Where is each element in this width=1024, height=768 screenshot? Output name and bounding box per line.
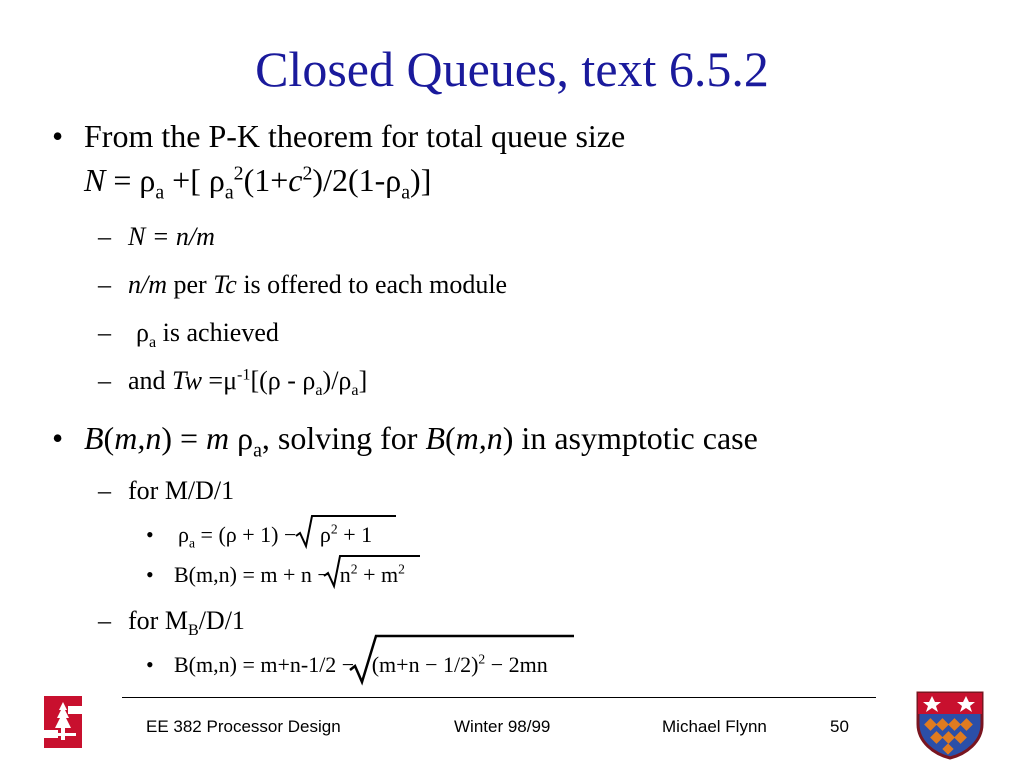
sqrt-mn-half-squared: $(m+n - 1/2)^2$ bbox=[360, 652, 486, 678]
bullet-2-text: B(m,n) = m $\rho_a$, solving for B(m,n) in asymptotic case bbox=[84, 420, 758, 462]
dash: – bbox=[98, 476, 111, 505]
dash: – bbox=[98, 270, 111, 299]
dash: – bbox=[98, 366, 111, 395]
bullet-dot: • bbox=[146, 652, 154, 677]
sqrt-rho2-plus-1: $\rho^2 + 1$ bbox=[302, 522, 372, 548]
bullet-dot: • bbox=[146, 562, 154, 587]
sqrt-n2-plus-m2: $n^2 + m^2$ bbox=[330, 562, 405, 588]
bullet-dot: • bbox=[52, 118, 64, 154]
footer-page-number: 50 bbox=[830, 717, 849, 736]
bullet-dot: • bbox=[52, 420, 64, 456]
crest-shield bbox=[914, 690, 986, 760]
slide-title: Closed Queues, text 6.5.2 bbox=[255, 41, 769, 97]
footer-author: Michael Flynn bbox=[662, 717, 767, 736]
bullet-1-text: From the P-K theorem for total queue size bbox=[84, 118, 626, 154]
pk-formula: $N = \rho_a$ +[ $\rho_a^2(1+c^2)/2(1-\rho_a)$] bbox=[84, 162, 432, 204]
footer-divider bbox=[122, 697, 876, 698]
footer-course: EE 382 Processor Design bbox=[146, 717, 341, 736]
dash: – bbox=[98, 318, 111, 347]
stanford-logo bbox=[38, 692, 88, 754]
dash: – bbox=[98, 222, 111, 251]
dash: – bbox=[98, 606, 111, 635]
bullet-dot: • bbox=[146, 522, 154, 547]
footer-term: Winter 98/99 bbox=[454, 717, 551, 736]
